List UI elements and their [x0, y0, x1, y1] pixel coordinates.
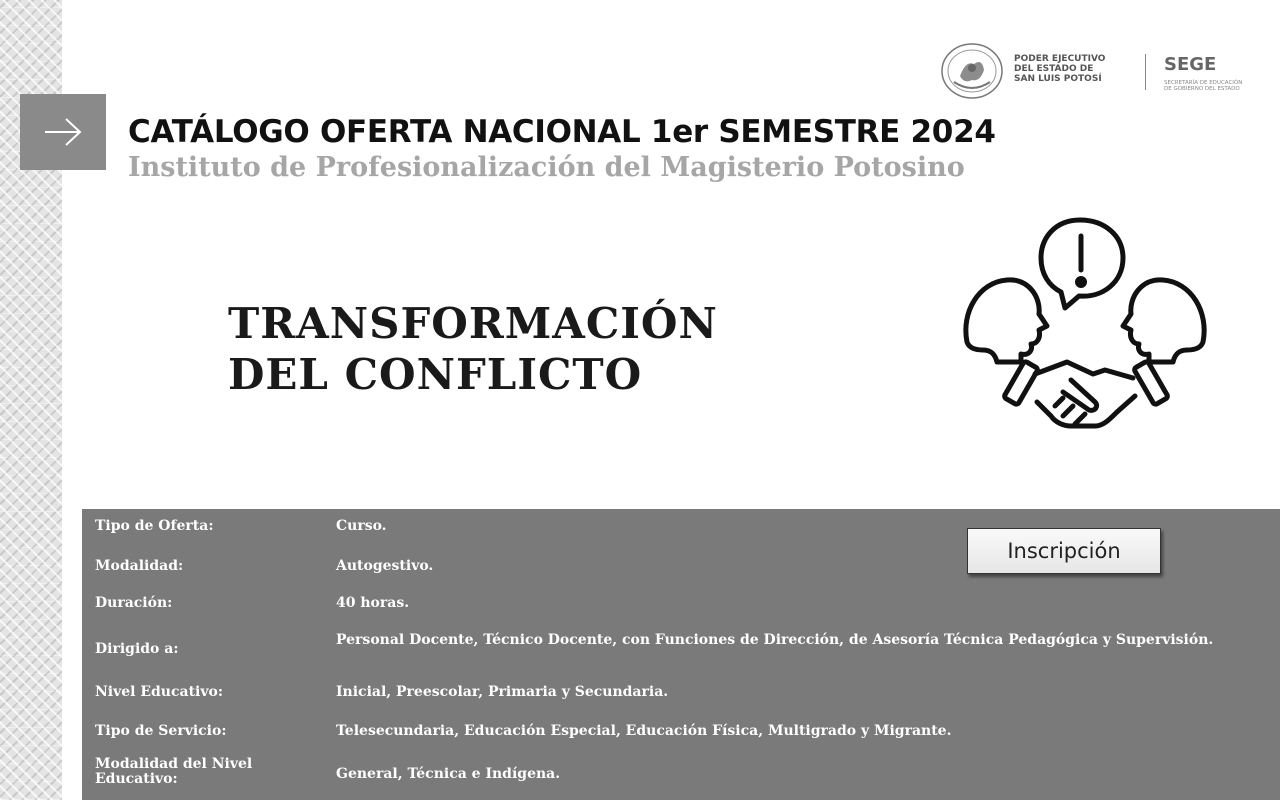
detail-label: Nivel Educativo: — [95, 684, 224, 700]
sege-subtitle: SECRETARÍA DE EDUCACIÓN DE GOBIERNO DEL ESTADO — [1164, 80, 1243, 92]
course-title-line: TRANSFORMACIÓN — [228, 299, 718, 348]
detail-label: Tipo de Oferta: — [95, 518, 214, 534]
course-title — [228, 298, 718, 400]
course-details-panel — [82, 509, 1280, 800]
detail-label: Duración: — [95, 595, 173, 611]
detail-value: 40 horas. — [336, 595, 410, 611]
detail-value: Personal Docente, Técnico Docente, con Funciones de Dirección, de Asesoría Técnica Pedagógica y Supervisión. — [336, 632, 1214, 648]
institute-subtitle: Instituto de Profesionalización del Magisterio Potosino — [128, 152, 965, 183]
conflict-resolution-icon — [955, 212, 1215, 442]
detail-label: Tipo de Servicio: — [95, 723, 227, 739]
poder-ejecutivo-text: PODER EJECUTIVO DEL ESTADO DE SAN LUIS POTOSÍ — [1014, 54, 1106, 84]
course-title-line: DEL CONFLICTO — [228, 350, 643, 399]
inscripcion-button[interactable]: Inscripción — [967, 528, 1161, 574]
detail-value: Telesecundaria, Educación Especial, Educación Física, Multigrado y Migrante. — [336, 723, 952, 739]
government-logos — [938, 40, 1268, 102]
catalog-title: CATÁLOGO OFERTA NACIONAL 1er SEMESTRE 2024 — [128, 114, 996, 150]
detail-label: Dirigido a: — [95, 641, 179, 657]
detail-value: Inicial, Preescolar, Primaria y Secundaria. — [336, 684, 669, 700]
detail-value: Curso. — [336, 518, 387, 534]
next-arrow-button[interactable] — [20, 94, 106, 170]
logo-divider — [1145, 54, 1146, 90]
arrow-right-icon — [42, 117, 84, 147]
detail-label: Modalidad del Nivel Educativo: — [95, 756, 253, 787]
detail-label: Modalidad: — [95, 558, 184, 574]
sege-logo-text: SEGE — [1164, 54, 1217, 75]
detail-value: General, Técnica e Indígena. — [336, 766, 561, 782]
detail-value: Autogestivo. — [336, 558, 434, 574]
state-seal-icon — [940, 42, 1004, 100]
